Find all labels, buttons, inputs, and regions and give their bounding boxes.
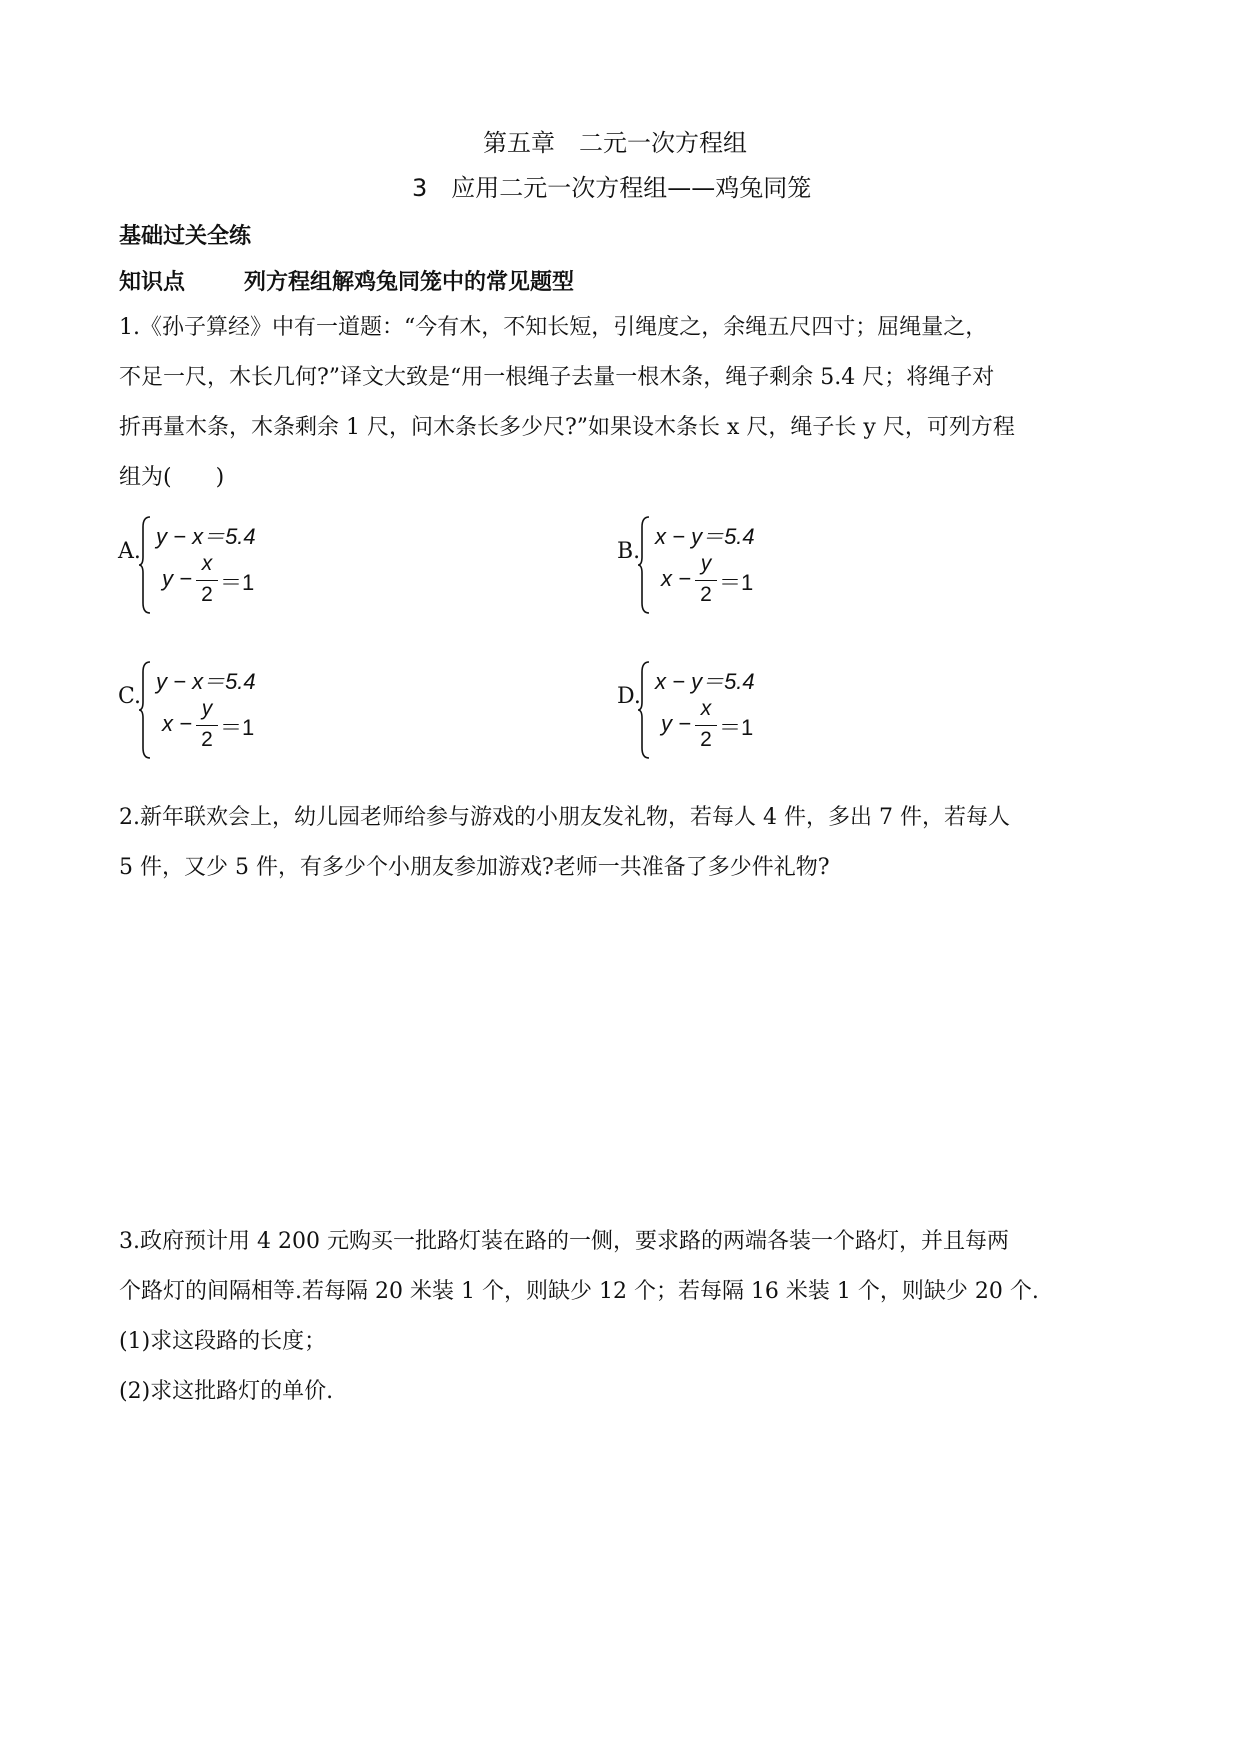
option-c-numerator: y (201, 697, 213, 720)
knowledge-point-topic: 列方程组解鸡兔同笼中的常见题型 (244, 270, 575, 295)
option-d-denominator: 2 (700, 728, 712, 751)
option-c-brace (138, 660, 152, 760)
option-c-fraction-bar (196, 725, 218, 726)
option-b-eq1: x − y＝5.4 (655, 524, 755, 549)
chapter-title: 第五章 二元一次方程组 (483, 129, 747, 157)
option-a-eq2-tail: ＝1 (220, 570, 255, 595)
option-a-eq2-lead: y − (162, 566, 192, 591)
option-d-eq2-lead: y − (661, 711, 691, 736)
option-c-eq2-tail: ＝1 (220, 715, 255, 740)
q3-line-2: 个路灯的间隔相等.若每隔 20 米装 1 个，则缺少 12 个；若每隔 16 米装 1 个，则缺少 20 个. (119, 1279, 1039, 1304)
q1-line-2: 不足一尺，木长几何?”译文大致是“用一根绳子去量一根木条，绳子剩余 5.4 尺；将绳子对 (119, 365, 995, 390)
option-d-numerator: x (700, 697, 712, 720)
option-b-numerator: y (700, 552, 712, 575)
option-d-fraction-bar (695, 725, 717, 726)
option-b-brace (637, 515, 651, 615)
option-a-denominator: 2 (201, 583, 213, 606)
option-b-eq2-lead: x − (661, 566, 691, 591)
q3-line-4: (2)求这批路灯的单价. (119, 1379, 334, 1404)
option-d-eq2-tail: ＝1 (719, 715, 754, 740)
option-c-eq1: y − x＝5.4 (156, 669, 256, 694)
q1-line-1: 1.《孙子算经》中有一道题：“今有木，不知长短，引绳度之，余绳五尺四寸；屈绳量之， (119, 315, 988, 340)
option-b-fraction-bar (695, 580, 717, 581)
option-a-eq1: y − x＝5.4 (156, 524, 256, 549)
q2-line-1: 2.新年联欢会上，幼儿园老师给参与游戏的小朋友发礼物，若每人 4 件，多出 7 件，若每人 (119, 805, 1010, 830)
option-a-brace (138, 515, 152, 615)
practice-heading: 基础过关全练 (119, 224, 252, 249)
q1-line-4: 组为( ) (119, 465, 225, 490)
option-a-label: A. (118, 539, 141, 564)
option-c-denominator: 2 (201, 728, 213, 751)
option-c-eq2-lead: x − (162, 711, 192, 736)
section-title: 3 应用二元一次方程组——鸡兔同笼 (412, 174, 812, 202)
option-c-label: C. (118, 684, 142, 709)
q3-line-1: 3.政府预计用 4 200 元购买一批路灯装在路的一侧，要求路的两端各装一个路灯，并且每两 (119, 1229, 1009, 1254)
option-b-denominator: 2 (700, 583, 712, 606)
option-d-eq1: x − y＝5.4 (655, 669, 755, 694)
option-d-brace (637, 660, 651, 760)
option-b-eq2-tail: ＝1 (719, 570, 754, 595)
q2-line-2: 5 件，又少 5 件，有多少个小朋友参加游戏?老师一共准备了多少件礼物? (119, 855, 830, 880)
option-b-label: B. (617, 539, 641, 564)
knowledge-point-label: 知识点 (119, 270, 186, 295)
q1-line-3: 折再量木条，木条剩余 1 尺，问木条长多少尺?”如果设木条长 x 尺，绳子长 y 尺，可列方程 (119, 415, 1015, 440)
option-d-label: D. (617, 684, 641, 709)
option-a-fraction-bar (196, 580, 218, 581)
option-a-numerator: x (201, 552, 213, 575)
q3-line-3: (1)求这段路的长度； (119, 1329, 327, 1354)
